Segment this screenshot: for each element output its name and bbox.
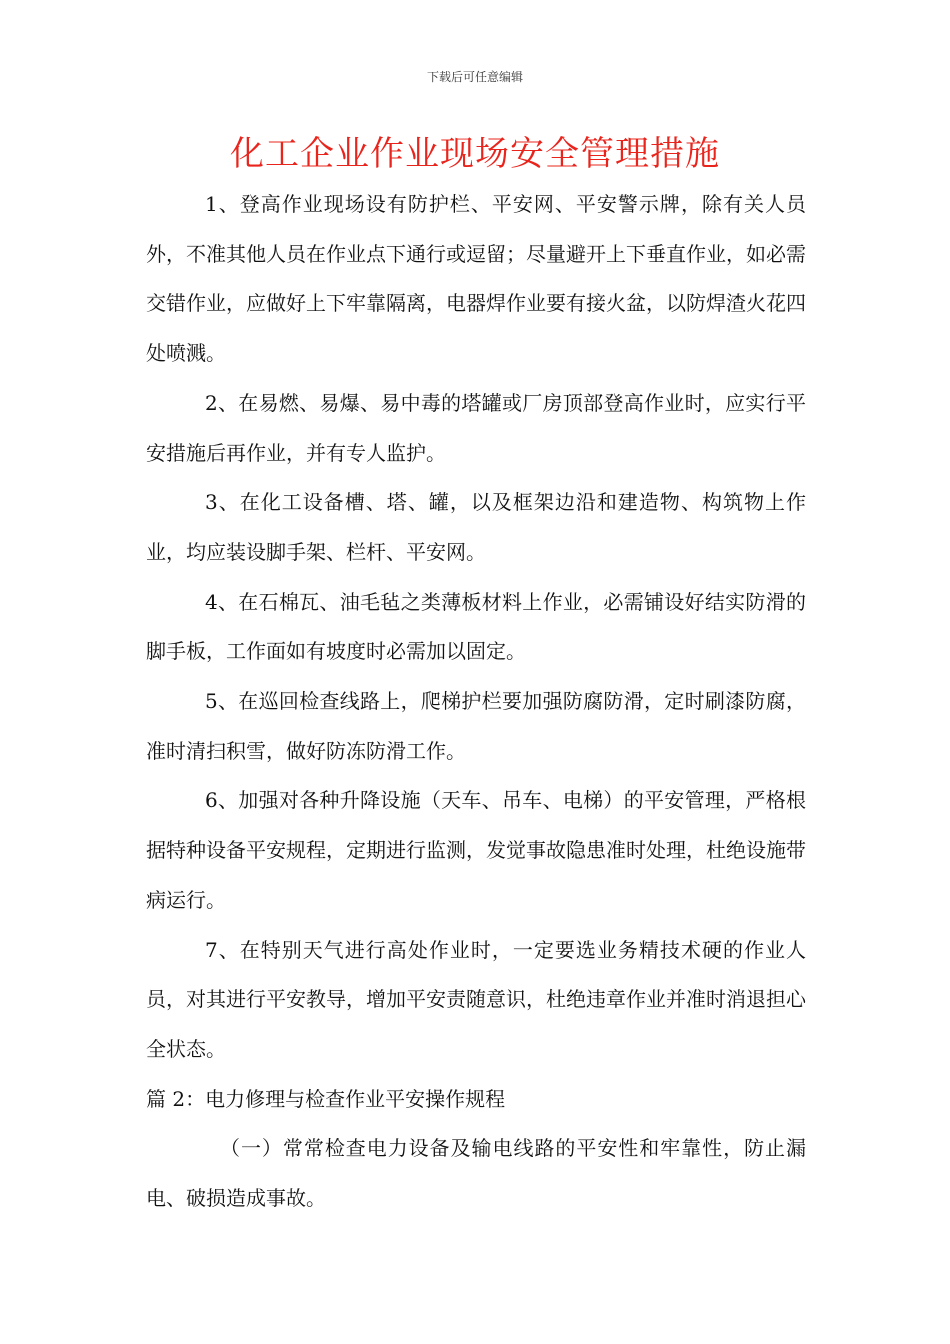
paragraph-5: 5、在巡回检查线路上，爬梯护栏要加强防腐防滑，定时刷漆防腐，准时清扫积雪，做好防冻防滑工作。 (146, 689, 806, 763)
paragraph-1: 1、登高作业现场设有防护栏、平安网、平安警示牌，除有关人员外，不准其他人员在作业点下通行或逗留；尽量避开上下垂直作业，如必需交错作业，应做好上下牢靠隔离，电器焊作业要有接火盆，以防焊渣火花四处喷溅。 (146, 192, 806, 366)
paragraph-6: 6、加强对各种升降设施（天车、吊车、电梯）的平安管理，严格根据特种设备平安规程，定期进行监测，发觉事故隐患准时处理，杜绝设施带病运行。 (146, 788, 806, 912)
paragraph-3: 3、在化工设备槽、塔、罐，以及框架边沿和建造物、构筑物上作业，均应装设脚手架、栏杆、平安网。 (146, 490, 806, 564)
header-note: 下载后可任意编辑 (426, 70, 523, 84)
paragraph-7: 7、在特别天气进行高处作业时，一定要选业务精技术硬的作业人员，对其进行平安教导，增加平安责随意识，杜绝违章作业并准时消退担心全状态。 (146, 937, 806, 1061)
document-body (146, 180, 806, 1224)
paragraph-2: 2、在易燃、易爆、易中毒的塔罐或厂房顶部登高作业时，应实行平安措施后再作业，并有专人监护。 (146, 390, 806, 465)
paragraph-4: 4、在石棉瓦、油毛毡之类薄板材料上作业，必需铺设好结实防滑的脚手板，工作面如有坡度时必需加以固定。 (146, 589, 806, 664)
document-title: 化工企业作业现场安全管理措施 (230, 134, 720, 174)
sub-paragraph-1: （一）常常检查电力设备及输电线路的平安性和牢靠性，防止漏电、破损造成事故。 (146, 1136, 806, 1211)
section-heading: 篇 2：电力修理与检查作业平安操作规程 (146, 1086, 506, 1111)
